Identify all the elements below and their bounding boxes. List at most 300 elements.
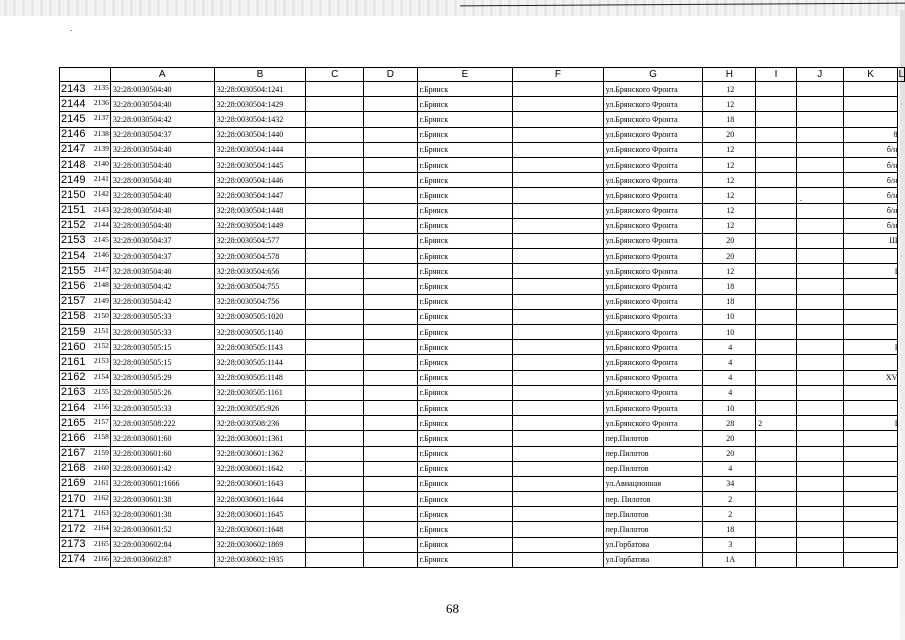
cell-l xyxy=(843,294,898,309)
cell-g xyxy=(513,446,603,461)
row-number-cell xyxy=(60,355,111,370)
table-row xyxy=(60,370,905,385)
table-row xyxy=(60,218,905,233)
scan-speck xyxy=(800,200,802,201)
cell-i: 18 xyxy=(703,112,756,127)
cell-i: 12 xyxy=(703,173,756,188)
column-header: B xyxy=(214,68,306,82)
table-row xyxy=(60,385,905,400)
cell-b: 32:28:0030504:40 xyxy=(110,142,214,157)
cell-b: 32:28:0030601:42 xyxy=(110,461,214,476)
row-number-cell xyxy=(60,325,111,340)
column-header: F xyxy=(513,68,603,82)
cell-f: г.Брянск xyxy=(417,416,513,431)
cell-c: 32:28:0030601:1361 xyxy=(214,431,306,446)
table-row xyxy=(60,142,905,157)
row-number-cell xyxy=(60,82,111,97)
cell-e xyxy=(364,476,418,491)
cell-c: 32:28:0030504:1448 xyxy=(214,203,306,218)
cell-d xyxy=(306,188,364,203)
cell-j xyxy=(756,537,797,552)
cell-j xyxy=(756,218,797,233)
row-index-superscript: 2156 xyxy=(93,401,109,411)
row-number-cell xyxy=(60,203,111,218)
cell-i: 18 xyxy=(703,279,756,294)
cell-f: г.Брянск xyxy=(417,355,513,370)
cell-k xyxy=(796,507,843,522)
cell-i: 12 xyxy=(703,264,756,279)
cell-h: пер.Пилотов xyxy=(603,461,703,476)
cell-b: 32:28:0030505:15 xyxy=(110,355,214,370)
column-header: D xyxy=(364,68,418,82)
cell-h: ул.Брянского Фронта xyxy=(603,203,703,218)
cell-k xyxy=(796,218,843,233)
cell-c: 32:28:0030602:1935 xyxy=(214,552,306,567)
cell-b: 32:28:0030505:26 xyxy=(110,385,214,400)
table-row xyxy=(60,279,905,294)
cell-d xyxy=(306,157,364,172)
cell-c: 32:28:0030505:1148 xyxy=(214,370,306,385)
cell-l: б/н xyxy=(843,142,898,157)
cell-d xyxy=(306,385,364,400)
cell-i: 12 xyxy=(703,203,756,218)
table-row xyxy=(60,355,905,370)
cell-d xyxy=(306,82,364,97)
cell-f: г.Брянск xyxy=(417,370,513,385)
cell-h: ул.Брянского Фронта xyxy=(603,400,703,415)
row-number-cell xyxy=(60,294,111,309)
cell-c: 32:28:0030504:756 xyxy=(214,294,306,309)
cell-h: ул.Брянского Фронта xyxy=(603,416,703,431)
scan-artifact-top xyxy=(0,0,905,16)
cell-j xyxy=(756,82,797,97)
row-number-cell xyxy=(60,416,111,431)
row-number: 2157 xyxy=(61,295,86,308)
cell-j xyxy=(756,325,797,340)
cell-j xyxy=(756,173,797,188)
cell-d xyxy=(306,370,364,385)
cell-f: г.Брянск xyxy=(417,264,513,279)
cell-g xyxy=(513,97,603,112)
cell-f: г.Брянск xyxy=(417,507,513,522)
cell-b: 32:28:0030504:40 xyxy=(110,173,214,188)
cell-l xyxy=(843,522,898,537)
table-row xyxy=(60,340,905,355)
row-number-cell xyxy=(60,112,111,127)
row-number-cell xyxy=(60,492,111,507)
cell-j: 2 xyxy=(756,416,797,431)
cell-g xyxy=(513,416,603,431)
cell-l xyxy=(843,431,898,446)
cell-c: 32:28:0030504:1429 xyxy=(214,97,306,112)
cell-c: 32:28:0030504:1446 xyxy=(214,173,306,188)
cell-e xyxy=(364,370,418,385)
cell-h: ул.Брянского Фронта xyxy=(603,385,703,400)
row-number: 2160 xyxy=(61,340,86,353)
cell-i: 20 xyxy=(703,431,756,446)
cell-g xyxy=(513,325,603,340)
cell-h: ул.Брянского Фронта xyxy=(603,279,703,294)
table-row xyxy=(60,431,905,446)
cell-b: 32:28:0030504:37 xyxy=(110,233,214,248)
table-row xyxy=(60,446,905,461)
cell-k xyxy=(796,400,843,415)
cell-c: 32:28:0030504:1449 xyxy=(214,218,306,233)
cell-c: 32:28:0030508:236 xyxy=(214,416,306,431)
column-header: L xyxy=(898,69,904,80)
row-number: 2161 xyxy=(61,355,86,368)
cell-l xyxy=(843,461,898,476)
cell-j xyxy=(756,294,797,309)
cell-g xyxy=(513,218,603,233)
cell-c: 32:28:0030505:1020 xyxy=(214,309,306,324)
table-row xyxy=(60,264,905,279)
cell-e xyxy=(364,188,418,203)
cell-k xyxy=(796,476,843,491)
cell-c: 32:28:0030601:1645 xyxy=(214,507,306,522)
cell-f: г.Брянск xyxy=(417,142,513,157)
row-number: 2151 xyxy=(61,204,86,217)
table-row xyxy=(60,249,905,264)
cell-g xyxy=(513,552,603,567)
cell-b: 32:28:0030504:37 xyxy=(110,127,214,142)
row-index-superscript: 2163 xyxy=(93,508,109,518)
cell-h: ул.Брянского Фронта xyxy=(603,97,703,112)
cell-i: 20 xyxy=(703,249,756,264)
cell-b: 32:28:0030601:38 xyxy=(110,492,214,507)
cell-k xyxy=(796,188,843,203)
cell-e xyxy=(364,112,418,127)
cell-k xyxy=(796,97,843,112)
cell-c: 32:28:0030601:1362 xyxy=(214,446,306,461)
row-number: 2162 xyxy=(61,371,86,384)
table-row xyxy=(60,537,905,552)
cell-i: 18 xyxy=(703,522,756,537)
cell-d xyxy=(306,309,364,324)
cell-c: 32:28:0030505:1161 xyxy=(214,385,306,400)
cell-l xyxy=(843,476,898,491)
cell-h: ул.Брянского Фронта xyxy=(603,309,703,324)
row-index-superscript: 2153 xyxy=(93,356,109,366)
cell-f: г.Брянск xyxy=(417,309,513,324)
cell-j xyxy=(756,446,797,461)
row-number-cell xyxy=(60,552,111,567)
cell-i: 10 xyxy=(703,400,756,415)
cell-d xyxy=(306,264,364,279)
cell-h: пер.Пилотов xyxy=(603,522,703,537)
cell-e xyxy=(364,173,418,188)
row-number: 2171 xyxy=(61,507,86,520)
cell-e xyxy=(364,279,418,294)
cell-j xyxy=(756,203,797,218)
row-number: 2144 xyxy=(61,97,86,110)
row-number-cell xyxy=(60,400,111,415)
cell-b: 32:28:0030504:42 xyxy=(110,294,214,309)
row-index-superscript: 2159 xyxy=(93,447,109,457)
cell-j xyxy=(756,264,797,279)
cell-b: 32:28:0030601:52 xyxy=(110,522,214,537)
cell-g xyxy=(513,264,603,279)
cell-c: 32:28:0030602:1869 xyxy=(214,537,306,552)
cell-g xyxy=(513,492,603,507)
cell-d xyxy=(306,552,364,567)
cell-l xyxy=(843,355,898,370)
cell-f: г.Брянск xyxy=(417,249,513,264)
cell-d xyxy=(306,522,364,537)
table-row xyxy=(60,507,905,522)
row-index-superscript: 2143 xyxy=(93,204,109,214)
cell-h: ул.Брянского Фронта xyxy=(603,325,703,340)
cell-l xyxy=(843,507,898,522)
header-corner-cell xyxy=(60,68,111,82)
cell-h: ул.Брянского Фронта xyxy=(603,188,703,203)
cell-d xyxy=(306,325,364,340)
row-index-superscript: 2161 xyxy=(93,477,109,487)
table-row xyxy=(60,294,905,309)
cell-g xyxy=(513,400,603,415)
cell-g xyxy=(513,431,603,446)
cell-i: 12 xyxy=(703,142,756,157)
cell-c: 32:28:0030505:1140 xyxy=(214,325,306,340)
row-number: 2159 xyxy=(61,325,86,338)
cell-f: г.Брянск xyxy=(417,400,513,415)
row-index-superscript: 2147 xyxy=(93,265,109,275)
cell-h: ул.Брянского Фронта xyxy=(603,142,703,157)
row-number-cell xyxy=(60,249,111,264)
cell-h: ул.Брянского Фронта xyxy=(603,264,703,279)
cell-k xyxy=(796,416,843,431)
cell-k xyxy=(796,370,843,385)
cell-l: б/н xyxy=(843,203,898,218)
cell-j xyxy=(756,385,797,400)
cell-k xyxy=(796,325,843,340)
cell-f: г.Брянск xyxy=(417,127,513,142)
row-number: 2174 xyxy=(61,553,86,566)
cell-g xyxy=(513,309,603,324)
cell-e xyxy=(364,522,418,537)
cell-k xyxy=(796,385,843,400)
row-number: 2166 xyxy=(61,431,86,444)
cell-b: 32:28:0030504:40 xyxy=(110,188,214,203)
cell-b: 32:28:0030504:42 xyxy=(110,279,214,294)
row-index-superscript: 2137 xyxy=(93,113,109,123)
cell-d xyxy=(306,400,364,415)
cell-e xyxy=(364,218,418,233)
row-index-superscript: 2140 xyxy=(93,158,109,168)
cell-d xyxy=(306,203,364,218)
row-number-cell xyxy=(60,142,111,157)
cell-d xyxy=(306,446,364,461)
cell-d xyxy=(306,340,364,355)
cell-f: г.Брянск xyxy=(417,112,513,127)
cell-d xyxy=(306,112,364,127)
table-row xyxy=(60,309,905,324)
cell-c: 32:28:0030601:1644 xyxy=(214,492,306,507)
cell-e xyxy=(364,127,418,142)
cell-i: 4 xyxy=(703,370,756,385)
cell-l xyxy=(843,97,898,112)
table-row xyxy=(60,203,905,218)
cell-i: 2 xyxy=(703,507,756,522)
cell-c: 32:28:0030504:1447 xyxy=(214,188,306,203)
cell-c: 32:28:0030504:577 xyxy=(214,233,306,248)
cell-c: 32:28:0030504:656 xyxy=(214,264,306,279)
cell-g xyxy=(513,188,603,203)
row-number: 2155 xyxy=(61,264,86,277)
cell-k xyxy=(796,309,843,324)
cell-j xyxy=(756,492,797,507)
cell-j xyxy=(756,431,797,446)
cell-j xyxy=(756,522,797,537)
cell-b: 32:28:0030508:222 xyxy=(110,416,214,431)
row-index-superscript: 2145 xyxy=(93,234,109,244)
row-number-cell xyxy=(60,461,111,476)
row-number: 2143 xyxy=(61,82,86,95)
cell-l: Ш xyxy=(843,233,898,248)
cell-c: 32:28:0030601:1648 xyxy=(214,522,306,537)
row-number-cell xyxy=(60,431,111,446)
cell-i: 20 xyxy=(703,233,756,248)
cell-l xyxy=(843,82,898,97)
cell-b: 32:28:0030504:40 xyxy=(110,157,214,172)
row-index-superscript: 2155 xyxy=(93,386,109,396)
row-number-cell xyxy=(60,446,111,461)
cell-g xyxy=(513,476,603,491)
cell-c: 32:28:0030504:755 xyxy=(214,279,306,294)
cell-k xyxy=(796,127,843,142)
cell-k xyxy=(796,537,843,552)
cell-i: 12 xyxy=(703,97,756,112)
cell-d xyxy=(306,249,364,264)
row-index-superscript: 2166 xyxy=(93,553,109,563)
row-number-cell xyxy=(60,127,111,142)
row-number-cell xyxy=(60,264,111,279)
row-index-superscript: 2135 xyxy=(93,83,109,92)
cell-j xyxy=(756,157,797,172)
row-index-superscript: 2154 xyxy=(93,371,109,381)
cell-i: 4 xyxy=(703,340,756,355)
row-number-cell xyxy=(60,476,111,491)
cell-c: 32:28:0030505:926 xyxy=(214,400,306,415)
cell-h: ул.Горбатова xyxy=(603,537,703,552)
cell-l xyxy=(843,325,898,340)
cell-k xyxy=(796,264,843,279)
cell-g xyxy=(513,82,603,97)
cell-e xyxy=(364,416,418,431)
cell-j xyxy=(756,400,797,415)
cell-c: 32:28:0030504:1444 xyxy=(214,142,306,157)
cell-f: г.Брянск xyxy=(417,82,513,97)
cell-l: б/н xyxy=(843,218,898,233)
cell-c: 32:28:0030504:1432 xyxy=(214,112,306,127)
table-row xyxy=(60,112,905,127)
cell-l: I xyxy=(843,340,898,355)
row-number-cell xyxy=(60,218,111,233)
cell-h: ул.Брянского Фронта xyxy=(603,294,703,309)
cell-h: ул.Брянского Фронта xyxy=(603,112,703,127)
cell-h: ул.Брянского Фронта xyxy=(603,355,703,370)
cell-j xyxy=(756,507,797,522)
cell-g xyxy=(513,249,603,264)
cell-j xyxy=(756,476,797,491)
cell-l: б/н xyxy=(843,188,898,203)
cell-h: ул.Брянского Фронта xyxy=(603,127,703,142)
cell-d xyxy=(306,218,364,233)
cell-k xyxy=(796,82,843,97)
cell-e xyxy=(364,325,418,340)
row-index-superscript: 2160 xyxy=(93,462,109,472)
cell-f: г.Брянск xyxy=(417,218,513,233)
cell-g xyxy=(513,507,603,522)
cell-b: 32:28:0030504:40 xyxy=(110,264,214,279)
cell-b: 32:28:0030504:42 xyxy=(110,112,214,127)
cell-l xyxy=(843,309,898,324)
row-index-superscript: 2144 xyxy=(93,219,109,229)
column-header: E xyxy=(417,68,513,82)
cell-k xyxy=(796,446,843,461)
cell-h: ул.Брянского Фронта xyxy=(603,233,703,248)
cell-l: I xyxy=(843,416,898,431)
cell-d xyxy=(306,127,364,142)
row-index-superscript: 2158 xyxy=(93,432,109,442)
cell-i: 20 xyxy=(703,446,756,461)
row-index-superscript: 2148 xyxy=(93,280,109,290)
cell-h: ул.Брянского Фронта xyxy=(603,157,703,172)
cell-d xyxy=(306,233,364,248)
cell-g xyxy=(513,294,603,309)
cell-i: 20 xyxy=(703,127,756,142)
cell-e xyxy=(364,507,418,522)
cell-b: 32:28:0030504:40 xyxy=(110,97,214,112)
cell-i: 10 xyxy=(703,325,756,340)
cell-k xyxy=(796,355,843,370)
cell-k xyxy=(796,233,843,248)
cell-g xyxy=(513,537,603,552)
cell-e xyxy=(364,385,418,400)
cell-j xyxy=(756,249,797,264)
row-number: 2169 xyxy=(61,477,86,490)
row-index-superscript: 2149 xyxy=(93,295,109,305)
cell-k xyxy=(796,112,843,127)
cell-f: г.Брянск xyxy=(417,431,513,446)
cell-c: 32:28:0030505:1144 xyxy=(214,355,306,370)
table-row xyxy=(60,97,905,112)
cell-k xyxy=(796,173,843,188)
cell-b: 32:28:0030601:60 xyxy=(110,431,214,446)
table-row xyxy=(60,127,905,142)
row-number-cell xyxy=(60,340,111,355)
cell-e xyxy=(364,552,418,567)
row-number: 2153 xyxy=(61,234,86,247)
cell-d xyxy=(306,97,364,112)
cell-h: ул.Брянского Фронта xyxy=(603,82,703,97)
cell-b: 32:28:0030601:60 xyxy=(110,446,214,461)
row-index-superscript: 2157 xyxy=(93,417,109,427)
cell-l xyxy=(843,537,898,552)
row-number: 2168 xyxy=(61,462,86,475)
cell-j xyxy=(756,461,797,476)
row-number: 2170 xyxy=(61,492,86,505)
table-body xyxy=(60,82,905,568)
cell-i: 28 xyxy=(703,416,756,431)
row-index-superscript: 2150 xyxy=(93,310,109,320)
cell-b: 32:28:0030505:15 xyxy=(110,340,214,355)
cell-d xyxy=(306,355,364,370)
cell-e xyxy=(364,249,418,264)
cell-g xyxy=(513,355,603,370)
cell-h: ул.Брянского Фронта xyxy=(603,249,703,264)
cell-f: г.Брянск xyxy=(417,476,513,491)
